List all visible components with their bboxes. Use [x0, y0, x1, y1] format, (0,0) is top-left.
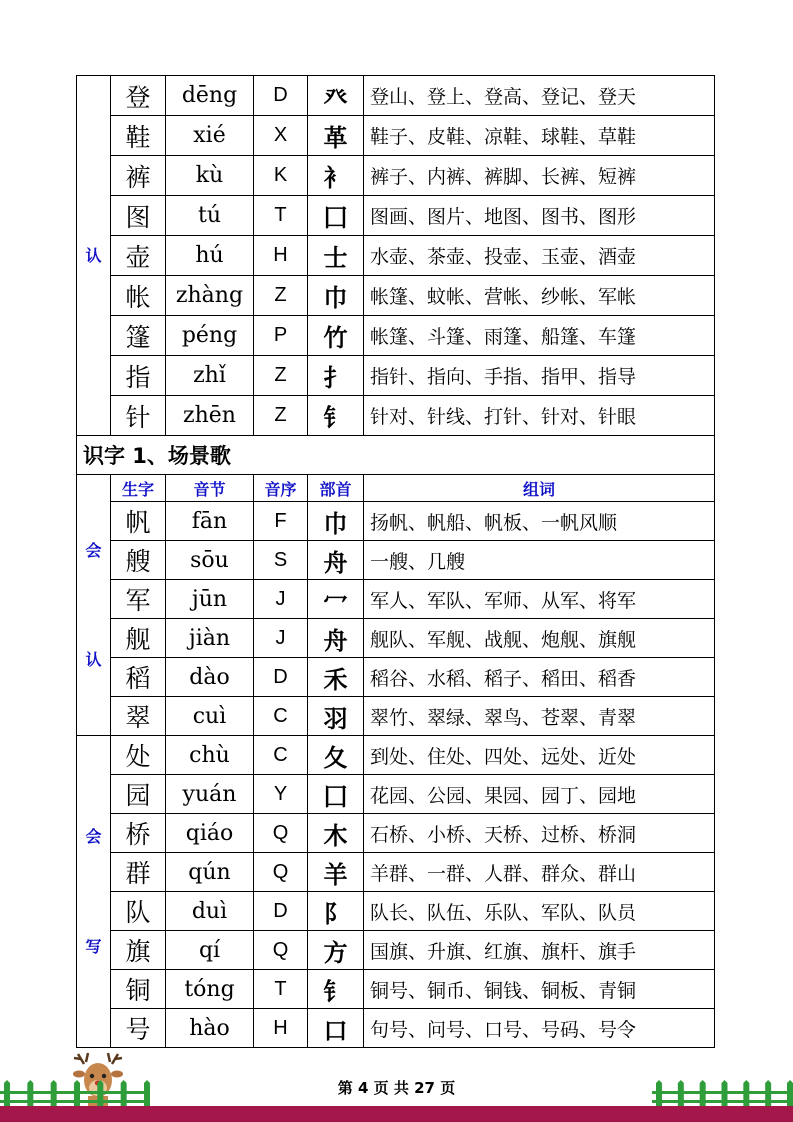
table-row: [77, 931, 715, 970]
word-list-cell: 花园、公园、果园、园丁、园地: [364, 775, 715, 814]
pinyin-cell: kù: [166, 156, 254, 196]
character-cell: 稻: [111, 658, 166, 697]
word-list-cell: 水壶、茶壶、投壶、玉壶、酒壶: [364, 236, 715, 276]
header-char: 生字: [111, 475, 166, 502]
word-list-cell: 句号、问号、口号、号码、号令: [364, 1009, 715, 1048]
footer-band: [0, 1106, 793, 1122]
initial-letter-cell: T: [254, 196, 308, 236]
word-list-cell: 扬帆、帆船、帆板、一帆风顺: [364, 502, 715, 541]
radical-cell: 扌: [308, 356, 364, 396]
initial-letter-cell: Z: [254, 396, 308, 436]
initial-letter-cell: J: [254, 619, 308, 658]
character-cell: 壶: [111, 236, 166, 276]
word-list-cell: 一艘、几艘: [364, 541, 715, 580]
pinyin-cell: cuì: [166, 697, 254, 736]
category-gap: [77, 847, 110, 937]
character-cell: 旗: [111, 931, 166, 970]
radical-cell: 羽: [308, 697, 364, 736]
table-row: [77, 156, 715, 196]
pinyin-cell: jūn: [166, 580, 254, 619]
initial-letter-cell: J: [254, 580, 308, 619]
header-seq: 音序: [254, 475, 308, 502]
radical-cell: 舟: [308, 619, 364, 658]
radical-cell: 冖: [308, 580, 364, 619]
initial-letter-cell: F: [254, 502, 308, 541]
radical-cell: 钅: [308, 970, 364, 1009]
category-label: 会: [85, 540, 102, 560]
pinyin-cell: sōu: [166, 541, 254, 580]
character-cell: 图: [111, 196, 166, 236]
table-row: [77, 396, 715, 436]
radical-cell: 巾: [308, 502, 364, 541]
table-row: [77, 1009, 715, 1048]
page-number: 第 4 页 共 27 页: [337, 1079, 456, 1097]
radical-cell: 囗: [308, 196, 364, 236]
initial-letter-cell: H: [254, 1009, 308, 1048]
word-list-cell: 裤子、内裤、裤脚、长裤、短裤: [364, 156, 715, 196]
character-cell: 铜: [111, 970, 166, 1009]
radical-cell: 禾: [308, 658, 364, 697]
pinyin-cell: zhēn: [166, 396, 254, 436]
character-cell: 舰: [111, 619, 166, 658]
word-list-cell: 鞋子、皮鞋、凉鞋、球鞋、草鞋: [364, 116, 715, 156]
character-cell: 帐: [111, 276, 166, 316]
header-pinyin: 音节: [166, 475, 254, 502]
section-title: 识字 1、场景歌: [77, 436, 715, 475]
initial-letter-cell: Q: [254, 853, 308, 892]
character-cell: 翠: [111, 697, 166, 736]
vocabulary-table: [76, 75, 715, 1048]
character-cell: 号: [111, 1009, 166, 1048]
category-gap: [77, 560, 110, 650]
character-cell: 裤: [111, 156, 166, 196]
word-list-cell: 舰队、军舰、战舰、炮舰、旗舰: [364, 619, 715, 658]
category-label: 会: [85, 827, 102, 847]
initial-letter-cell: D: [254, 76, 308, 116]
radical-cell: 钅: [308, 396, 364, 436]
word-list-cell: 翠竹、翠绿、翠鸟、苍翠、青翠: [364, 697, 715, 736]
character-cell: 针: [111, 396, 166, 436]
initial-letter-cell: C: [254, 697, 308, 736]
table-row: [77, 541, 715, 580]
table-row: [77, 76, 715, 116]
radical-cell: 囗: [308, 775, 364, 814]
character-cell: 处: [111, 736, 166, 775]
initial-letter-cell: Q: [254, 931, 308, 970]
word-list-cell: 帐篷、蚊帐、营帐、纱帐、军帐: [364, 276, 715, 316]
table-row: [77, 316, 715, 356]
word-list-cell: 指针、指向、手指、指甲、指导: [364, 356, 715, 396]
table-row: [77, 892, 715, 931]
character-cell: 园: [111, 775, 166, 814]
word-list-cell: 帐篷、斗篷、雨篷、船篷、车篷: [364, 316, 715, 356]
pinyin-cell: hào: [166, 1009, 254, 1048]
initial-letter-cell: D: [254, 892, 308, 931]
pinyin-cell: dēng: [166, 76, 254, 116]
initial-letter-cell: X: [254, 116, 308, 156]
radical-cell: 舟: [308, 541, 364, 580]
radical-cell: 竹: [308, 316, 364, 356]
word-list-cell: 到处、住处、四处、远处、近处: [364, 736, 715, 775]
radical-cell: 癶: [308, 76, 364, 116]
table-row: [77, 697, 715, 736]
word-list-cell: 队长、队伍、乐队、军队、队员: [364, 892, 715, 931]
character-cell: 桥: [111, 814, 166, 853]
word-list-cell: 针对、针线、打针、针对、针眼: [364, 396, 715, 436]
radical-cell: 夂: [308, 736, 364, 775]
pinyin-cell: chù: [166, 736, 254, 775]
pinyin-cell: jiàn: [166, 619, 254, 658]
initial-letter-cell: Z: [254, 276, 308, 316]
table-row: [77, 196, 715, 236]
pinyin-cell: hú: [166, 236, 254, 276]
table-row: [77, 970, 715, 1009]
category-label: 认: [85, 650, 102, 669]
initial-letter-cell: Q: [254, 814, 308, 853]
table-row: [77, 580, 715, 619]
initial-letter-cell: T: [254, 970, 308, 1009]
table-row: [77, 658, 715, 697]
initial-letter-cell: C: [254, 736, 308, 775]
category-cell: [77, 76, 111, 436]
pinyin-cell: tú: [166, 196, 254, 236]
word-list-cell: 石桥、小桥、天桥、过桥、桥洞: [364, 814, 715, 853]
word-list-cell: 羊群、一群、人群、群众、群山: [364, 853, 715, 892]
initial-letter-cell: Z: [254, 356, 308, 396]
character-cell: 指: [111, 356, 166, 396]
radical-cell: 巾: [308, 276, 364, 316]
header-words: 组词: [364, 475, 715, 502]
pinyin-cell: yuán: [166, 775, 254, 814]
character-cell: 艘: [111, 541, 166, 580]
character-cell: 群: [111, 853, 166, 892]
section-title-row: [77, 436, 715, 475]
table-row: [77, 356, 715, 396]
category-label: 认: [85, 245, 102, 265]
initial-letter-cell: S: [254, 541, 308, 580]
pinyin-cell: dào: [166, 658, 254, 697]
character-cell: 军: [111, 580, 166, 619]
word-list-cell: 图画、图片、地图、图书、图形: [364, 196, 715, 236]
character-cell: 队: [111, 892, 166, 931]
radical-cell: 木: [308, 814, 364, 853]
radical-cell: 革: [308, 116, 364, 156]
table-row: [77, 236, 715, 276]
pinyin-cell: duì: [166, 892, 254, 931]
radical-cell: 口: [308, 1009, 364, 1048]
category-label: 写: [85, 936, 102, 956]
table-row: [77, 116, 715, 156]
word-list-cell: 稻谷、水稻、稻子、稻田、稻香: [364, 658, 715, 697]
table-row: [77, 736, 715, 775]
header-row: [77, 475, 715, 502]
initial-letter-cell: H: [254, 236, 308, 276]
table-row: [77, 814, 715, 853]
pinyin-cell: péng: [166, 316, 254, 356]
radical-cell: 方: [308, 931, 364, 970]
pinyin-cell: qiáo: [166, 814, 254, 853]
table-row: [77, 619, 715, 658]
word-list-cell: 铜号、铜币、铜钱、铜板、青铜: [364, 970, 715, 1009]
initial-letter-cell: D: [254, 658, 308, 697]
pinyin-cell: qí: [166, 931, 254, 970]
category-cell: [77, 736, 111, 1048]
initial-letter-cell: K: [254, 156, 308, 196]
pinyin-cell: tóng: [166, 970, 254, 1009]
category-cell: [77, 475, 111, 736]
table-row: [77, 276, 715, 316]
radical-cell: 羊: [308, 853, 364, 892]
word-list-cell: 登山、登上、登高、登记、登天: [364, 76, 715, 116]
table-row: [77, 853, 715, 892]
pinyin-cell: fān: [166, 502, 254, 541]
radical-cell: 衤: [308, 156, 364, 196]
initial-letter-cell: Y: [254, 775, 308, 814]
table-row: [77, 502, 715, 541]
initial-letter-cell: P: [254, 316, 308, 356]
character-cell: 鞋: [111, 116, 166, 156]
word-list-cell: 军人、军队、军师、从军、将军: [364, 580, 715, 619]
radical-cell: 士: [308, 236, 364, 276]
pinyin-cell: qún: [166, 853, 254, 892]
pinyin-cell: zhǐ: [166, 356, 254, 396]
word-list-cell: 国旗、升旗、红旗、旗杆、旗手: [364, 931, 715, 970]
character-cell: 帆: [111, 502, 166, 541]
pinyin-cell: zhàng: [166, 276, 254, 316]
header-radical: 部首: [308, 475, 364, 502]
character-cell: 篷: [111, 316, 166, 356]
character-cell: 登: [111, 76, 166, 116]
pinyin-cell: xié: [166, 116, 254, 156]
radical-cell: 阝: [308, 892, 364, 931]
table-row: [77, 775, 715, 814]
